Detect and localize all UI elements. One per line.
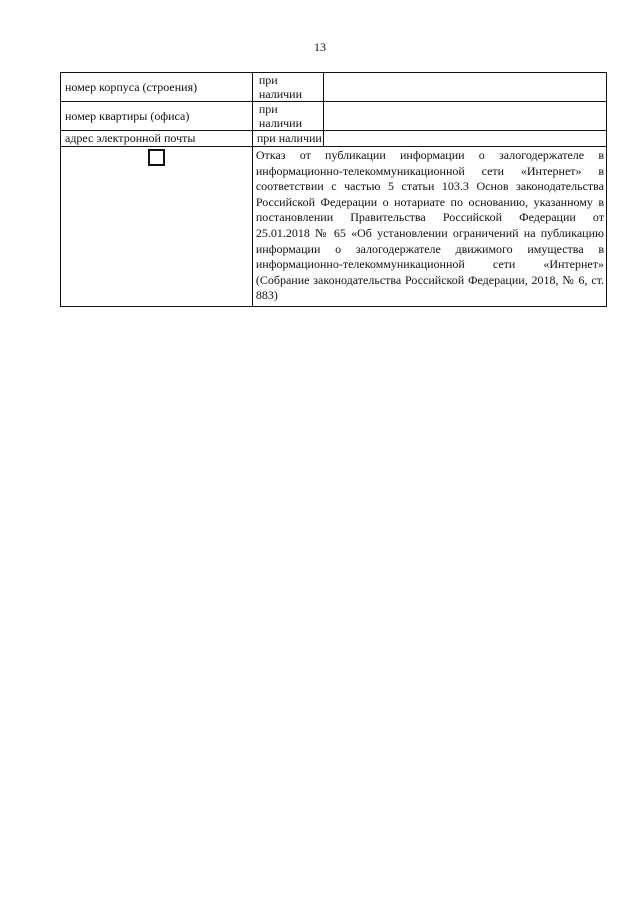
email-label: адрес электронной почты	[61, 131, 253, 147]
table-row-building	[61, 73, 607, 102]
refusal-checkbox-cell	[61, 147, 253, 307]
apartment-number-field[interactable]	[324, 102, 607, 131]
table-row-apartment	[61, 102, 607, 131]
building-number-condition: при наличии	[252, 73, 323, 102]
apartment-number-condition: при наличии	[252, 102, 323, 131]
table-row-email	[61, 131, 607, 147]
apartment-number-label: номер квартиры (офиса)	[61, 102, 253, 131]
refusal-text: Отказ от публикации информации о залогодержателе в информационно-телекоммуникационной сети «Интернет» в соответствии с частью 5 статьи 103.3 Основ законодательства Российской Федерации о нотариате по основанию, указанному в постановлении Правительства Российской Федерации от 25.01.2018 № 65 «Об установлении ограничений на публикацию информации о залогодержателе движимого имущества в информационно-телекоммуникационной сети «Интернет» (Собрание законодательства Российской Федерации, 2018, № 6, ст. 883)	[252, 147, 606, 307]
table-row-refusal	[61, 147, 607, 307]
pledgee-info-table	[60, 72, 607, 307]
building-number-field[interactable]	[324, 73, 607, 102]
email-condition: при наличии	[252, 131, 323, 147]
building-number-label: номер корпуса (строения)	[61, 73, 253, 102]
page-number: 13	[314, 40, 326, 54]
refusal-checkbox[interactable]	[148, 149, 165, 166]
email-field[interactable]	[324, 131, 607, 147]
